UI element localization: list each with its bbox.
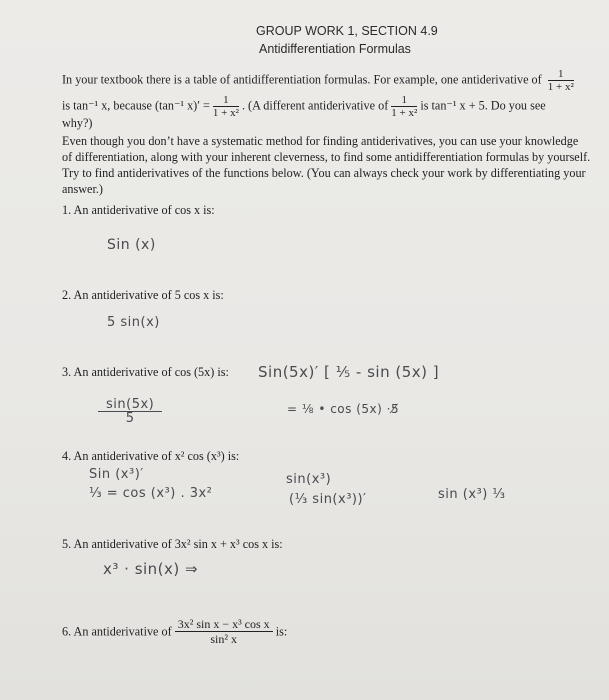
page-subtitle: Antidifferentiation Formulas bbox=[259, 42, 411, 56]
question-6 bbox=[62, 618, 287, 646]
handwritten-answer-3-right: Sin(5x)′ [ ⅕ - sin (5x) ] bbox=[258, 363, 440, 381]
fraction-numerator: 1 bbox=[548, 68, 574, 81]
question-6-fraction bbox=[175, 618, 273, 646]
intro-line-1-text: In your textbook there is a table of antidifferentiation formulas. For example, one antiderivative of bbox=[62, 72, 542, 87]
handwritten-answer-5: x³ · sin(x) ⇒ bbox=[103, 560, 199, 578]
fraction-another bbox=[391, 94, 417, 119]
handwritten-answer-4-middle-1: sin(x³) bbox=[286, 472, 332, 487]
question-3: 3. An antiderivative of cos (5x) is: bbox=[62, 365, 229, 379]
intro-line-1 bbox=[62, 68, 574, 93]
intro-line-2-part-a: is tan⁻¹ x, because (tan⁻¹ x)′ = bbox=[62, 98, 210, 113]
fraction-denominator: 1 + x² bbox=[547, 81, 574, 93]
fraction-numerator: 1 bbox=[213, 94, 239, 107]
question-4: 4. An antiderivative of x² cos (x³) is: bbox=[62, 449, 240, 463]
handwritten-answer-4-right: sin (x³) ⅓ bbox=[438, 487, 506, 502]
question-1: 1. An antiderivative of cos x is: bbox=[62, 203, 215, 217]
intro-line-3: why?) bbox=[62, 116, 93, 130]
question-6-numerator: 3x² sin x − x³ cos x bbox=[175, 618, 273, 632]
question-6-denominator: sin² x bbox=[210, 632, 237, 646]
handwritten-answer-4-line-1: Sin (x³)′ bbox=[89, 467, 144, 482]
fraction-denominator: 1 + x² bbox=[212, 107, 239, 119]
intro-line-2-part-c: is tan⁻¹ x + 5. Do you see bbox=[420, 98, 546, 113]
handwritten-answer-3-equation: = ⅛ • cos (5x) ·5̸ bbox=[287, 402, 400, 416]
intro-para2-line-2: of differentiation, along with your inherent cleverness, to find some antidifferentiation formulas by yourself. bbox=[62, 150, 591, 164]
fraction-derivative bbox=[213, 94, 239, 119]
fraction-numerator: 1 bbox=[391, 94, 417, 107]
question-6-prefix: 6. An antiderivative of bbox=[62, 624, 172, 639]
handwritten-fraction-denominator: 5 bbox=[125, 411, 135, 426]
handwritten-fraction-numerator: sin(5x) bbox=[98, 398, 162, 412]
question-2: 2. An antiderivative of 5 cos x is: bbox=[62, 288, 224, 302]
handwritten-answer-3-left bbox=[98, 398, 162, 426]
handwritten-answer-1: Sin (x) bbox=[107, 237, 156, 253]
handwritten-answer-2: 5 sin(x) bbox=[107, 315, 160, 330]
question-5: 5. An antiderivative of 3x² sin x + x³ cos x is: bbox=[62, 537, 283, 551]
intro-line-2 bbox=[62, 94, 546, 119]
handwritten-answer-4-middle-2: (⅓ sin(x³))′ bbox=[289, 492, 367, 507]
intro-line-2-part-b: . (A different antiderivative of bbox=[241, 98, 389, 113]
fraction-1-over-1-plus-x2 bbox=[548, 68, 574, 93]
intro-para2-line-1: Even though you don’t have a systematic method for finding antiderivatives, you can use your knowledge bbox=[62, 134, 579, 148]
intro-para2-line-4: answer.) bbox=[62, 182, 103, 196]
question-6-suffix: is: bbox=[275, 624, 288, 639]
intro-para2-line-3: Try to find antiderivatives of the functions below. (You can always check your work by differentiating your bbox=[62, 166, 586, 180]
handwritten-answer-4-line-2: ⅓ = cos (x³) . 3x² bbox=[89, 486, 213, 501]
page-title: GROUP WORK 1, SECTION 4.9 bbox=[256, 24, 438, 38]
fraction-denominator: 1 + x² bbox=[391, 107, 418, 119]
